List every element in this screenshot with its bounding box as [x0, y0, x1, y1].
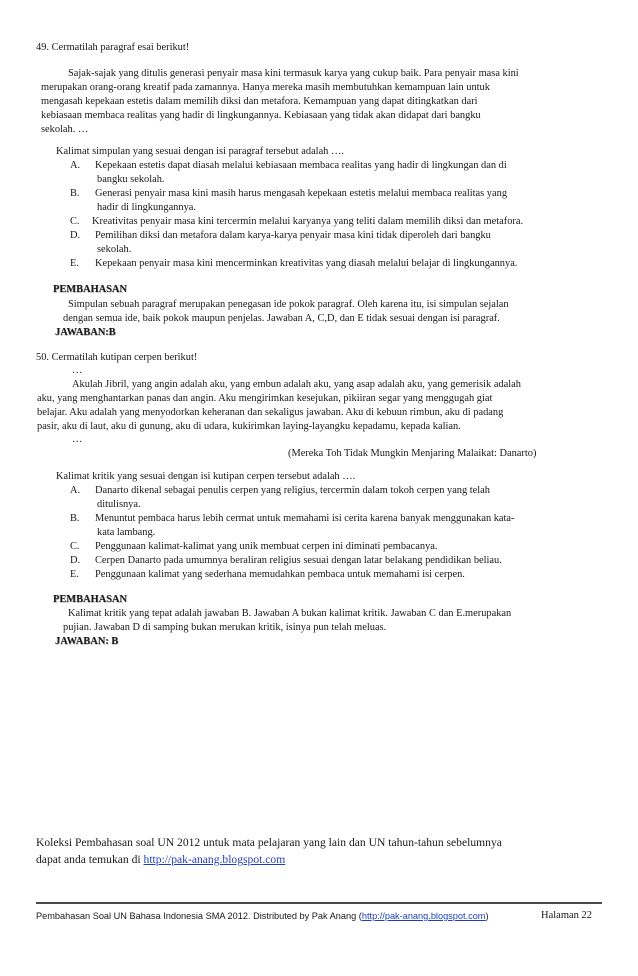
q49-paragraph-line: sekolah. …	[41, 124, 89, 135]
q49-paragraph-line: mengasah kepekaan estetis dalam memilih diksi dan metafora. Kemampuan yang dapat ditingkatkan dari	[41, 96, 478, 107]
q49-option-text: Kepekaan estetis dapat diasah melalui kebiasaan membaca realitas yang hadir di lingkungan dan di	[95, 160, 507, 171]
q49-option-text: sekolah.	[97, 244, 132, 255]
footer-paren: )	[485, 911, 489, 921]
q50-pembahasan-line: Kalimat kritik yang tepat adalah jawaban B. Jawaban A bukan kalimat kritik. Jawaban C dan E.merupakan	[68, 608, 512, 619]
q50-option-text: ditulisnya.	[97, 499, 141, 510]
q49-pembahasan-line: dengan semua ide, baik pokok maupun penjelas. Jawaban A, C,D, dan E tidak sesuai dengan isi paragraf.	[63, 313, 500, 324]
q50-option-letter: B.	[70, 513, 80, 524]
q50-pembahasan-heading: PEMBAHASAN	[53, 594, 127, 605]
q49-option-letter: A.	[70, 160, 81, 171]
q49-option-letter: D.	[70, 230, 81, 241]
q49-option-text: Kepekaan penyair masa kini mencerminkan kreativitas yang diasah melalui belajar di lingkungannya.	[95, 258, 518, 269]
q49-option-letter: C.	[70, 216, 80, 227]
q50-option-letter: E.	[70, 569, 79, 580]
footer-divider	[36, 902, 602, 904]
q50-answer: JAWABAN: B	[55, 636, 119, 647]
q49-answer: JAWABAN:B	[55, 327, 116, 338]
q49-option-text: Pemilihan diksi dan metafora dalam karya-karya penyair masa kini tidak diperoleh dari bangku	[95, 230, 491, 241]
q50-excerpt-line: belajar. Aku adalah yang menyodorkan keheranan dan sekaligus jawaban. Aku di kebuun rimbun, aku di padang	[37, 407, 504, 418]
collection-note-line2	[36, 852, 285, 867]
q49-paragraph-line: merupakan orang-orang kreatif pada zamannya. Hanya mereka masih membutuhkan kemampuan lain untuk	[41, 82, 490, 93]
q49-option-text: Kreativitas penyair masa kini tercermin melalui karyanya yang teliti dalam memilih diksi dan metafora.	[92, 216, 524, 227]
q49-paragraph-line: Sajak-sajak yang ditulis generasi penyair masa kini termasuk karya yang cukup baik. Para penyair masa kini	[68, 68, 519, 79]
footer-credit	[36, 910, 489, 924]
collection-note: Koleksi Pembahasan soal UN 2012 untuk mata pelajaran yang lain dan UN tahun-tahun sebelumnya	[36, 836, 502, 849]
footer-link[interactable]: http://pak-anang.blogspot.com	[361, 911, 486, 921]
collection-prefix: dapat anda temukan di	[36, 853, 144, 866]
q50-option-text: Cerpen Danarto pada umumnya beraliran religius sesuai dengan latar belakang pendidikan beliau.	[95, 555, 502, 566]
q49-option-letter: B.	[70, 188, 80, 199]
q50-excerpt-line: Akulah Jibril, yang angin adalah aku, yang embun adalah aku, yang asap adalah aku, yang gemerisik adalah	[72, 379, 521, 390]
q49-option-letter: E.	[70, 258, 79, 269]
q49-paragraph-line: kebiasaan membaca realitas yang hadir di lingkungannya. Kebiasaan yang tidak akan didapat dari bangku	[41, 110, 481, 121]
q49-option-text: bangku sekolah.	[97, 174, 165, 185]
q50-option-text: Menuntut pembaca harus lebih cermat untuk memahami isi cerita karena banyak menggunakan kata-	[95, 513, 515, 524]
q49-option-text: Generasi penyair masa kini masih harus mengasah kepekaan estetis melalui membaca realitas yang	[95, 188, 508, 199]
q49-question: Kalimat simpulan yang sesuai dengan isi paragraf tersebut adalah ….	[56, 146, 344, 157]
blog-link[interactable]: http://pak-anang.blogspot.com	[143, 853, 286, 866]
page-number: Halaman 22	[541, 910, 593, 921]
q50-option-text: Danarto dikenal sebagai penulis cerpen yang religius, tercermin dalam tokoh cerpen yang telah	[95, 485, 490, 496]
footer-text: Pembahasan Soal UN Bahasa Indonesia SMA 2012. Distributed by Pak Anang (	[36, 911, 362, 921]
q50-option-letter: C.	[70, 541, 80, 552]
question-50-title: 50. Cermatilah kutipan cerpen berikut!	[36, 352, 198, 363]
q50-ellipsis: …	[72, 365, 83, 376]
q50-excerpt-line: pasir, aku di laut, aku di gunung, aku di udara, kukirimkan laying-layangku kepadamu, kepada kalian.	[37, 421, 461, 432]
q50-pembahasan-line: pujian. Jawaban D di samping bukan merukan kritik, isinya pun telah meluas.	[63, 622, 387, 633]
q50-option-text: Penggunaan kalimat yang sederhana memudahkan pembaca untuk memahami isi cerpen.	[95, 569, 465, 580]
q50-option-text: Penggunaan kalimat-kalimat yang unik membuat cerpen ini diminati pembacanya.	[95, 541, 438, 552]
q50-ellipsis: …	[72, 434, 83, 445]
q49-pembahasan-line: Simpulan sebuah paragraf merupakan penegasan ide pokok paragraf. Oleh karena itu, isi simpulan sejalan	[68, 299, 509, 310]
q50-question: Kalimat kritik yang sesuai dengan isi kutipan cerpen tersebut adalah ….	[56, 471, 356, 482]
question-49-title: 49. Cermatilah paragraf esai berikut!	[36, 42, 190, 53]
q50-excerpt-line: aku, yang menghantarkan panas dan angin. Aku mengirimkan kesejukan, pikiiran segar yang menggugah giat	[37, 393, 493, 404]
q50-source: (Mereka Toh Tidak Mungkin Menjaring Malaikat: Danarto)	[288, 448, 537, 459]
q49-option-text: hadir di lingkungannya.	[97, 202, 196, 213]
q50-option-letter: D.	[70, 555, 81, 566]
q50-option-letter: A.	[70, 485, 81, 496]
q50-option-text: kata lambang.	[97, 527, 156, 538]
q49-pembahasan-heading: PEMBAHASAN	[53, 284, 127, 295]
